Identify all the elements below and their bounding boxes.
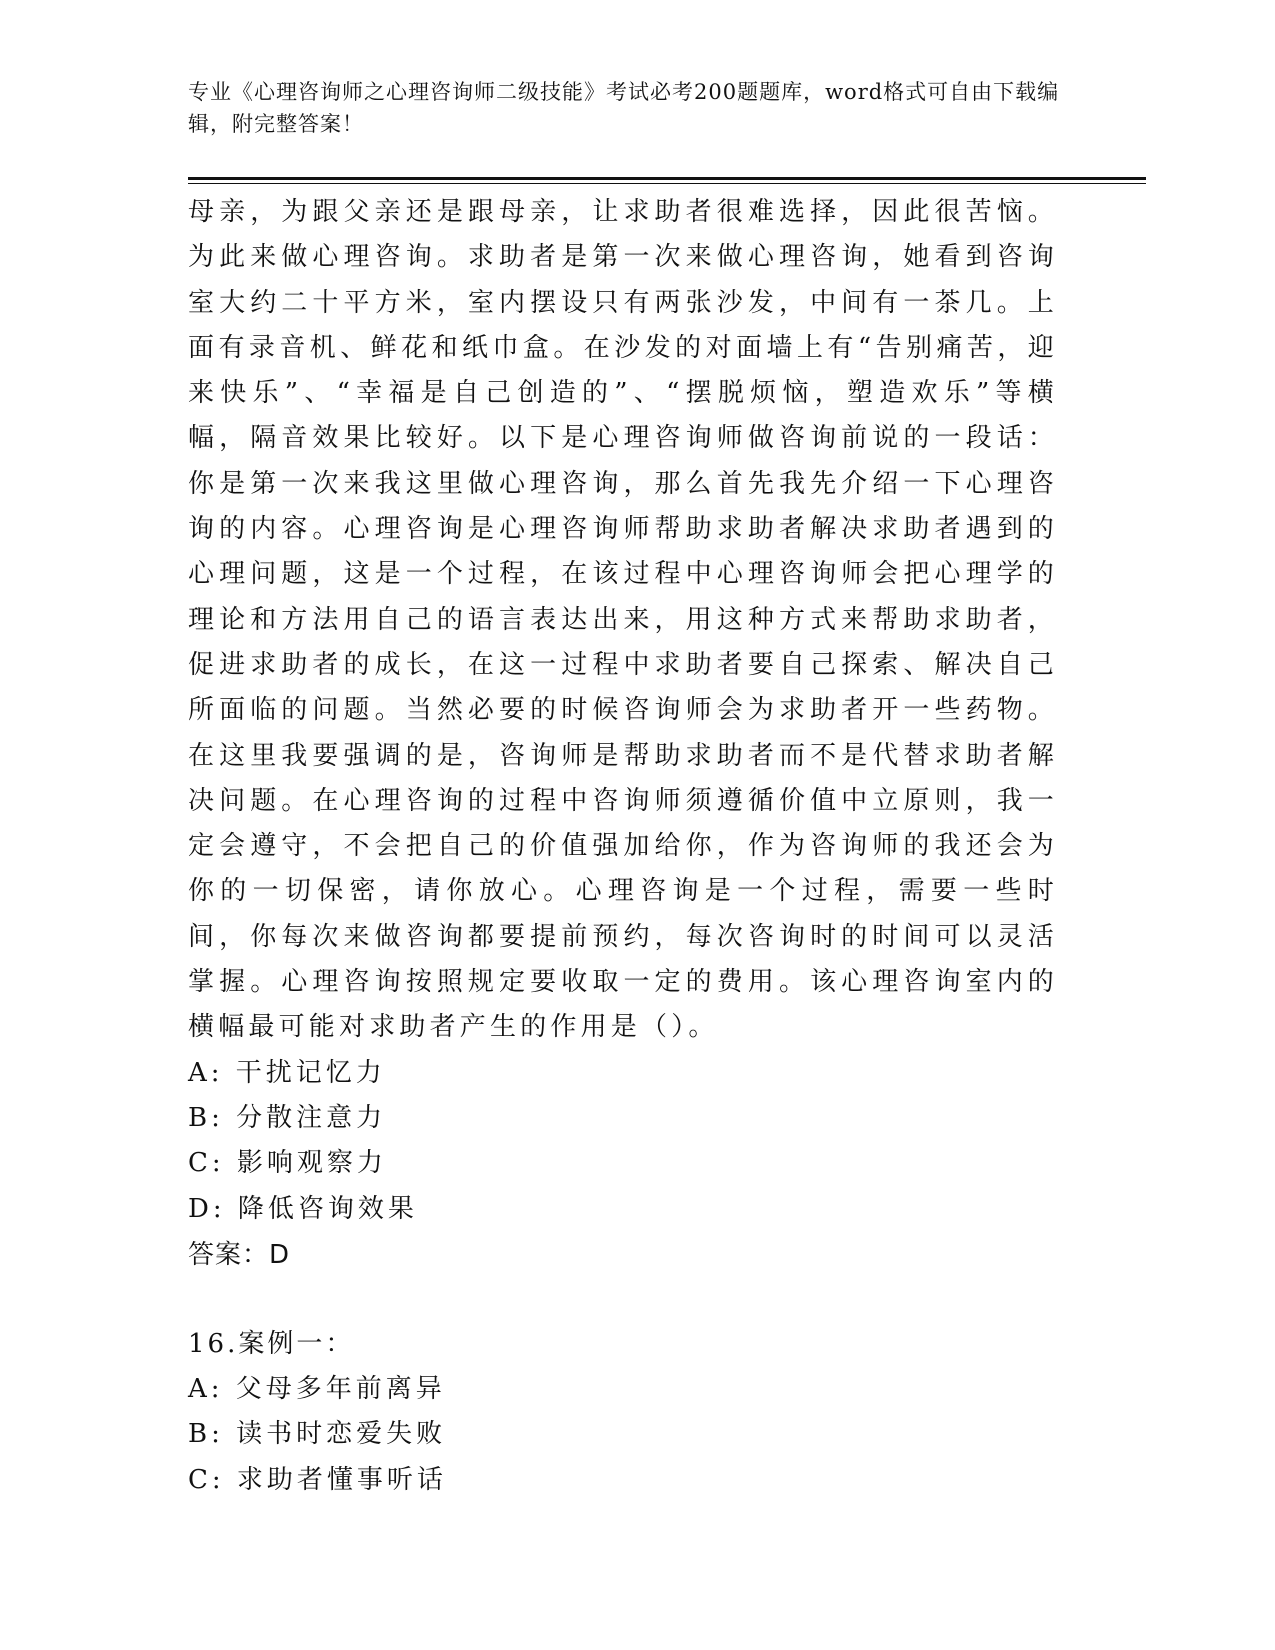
question-15-option-d: D: 降低咨询效果: [188, 1193, 418, 1224]
question-15-option-c: C: 影响观察力: [188, 1148, 387, 1179]
header-rule-thin: [188, 183, 1146, 184]
question-16-option-c: C: 求助者懂事听话: [188, 1464, 447, 1495]
document-body: [188, 190, 1058, 1503]
question-15-option-b: B: 分散注意力: [188, 1102, 387, 1133]
question-15-answer: 答案：D: [188, 1239, 291, 1270]
question-16-title: 16.案例一：: [188, 1328, 355, 1359]
question-spacer: [188, 1278, 1058, 1322]
question-15-option-a: A: 干扰记忆力: [188, 1057, 386, 1088]
question-16-option-b: B: 读书时恋爱失败: [188, 1419, 447, 1450]
page-header: 专业《心理咨询师之心理咨询师二级技能》考试必考200题题库，word格式可自由下载编辑，附完整答案！: [188, 80, 1060, 136]
question-15-stem: 母亲，为跟父亲还是跟母亲，让求助者很难选择，因此很苦恼。为此来做心理咨询。求助者是第一次来做心理咨询，她看到咨询室大约二十平方米，室内摆设只有两张沙发，中间有一茶几。上面有录音机、鲜花和纸巾盒。在沙发的对面墙上有“告别痛苦，迎来快乐”、“幸福是自己创造的”、“摆脱烦恼，塑造欢乐”等横幅，隔音效果比较好。以下是心理咨询师做咨询前说的一段话：你是第一次来我这里做心理咨询，那么首先我先介绍一下心理咨询的内容。心理咨询是心理咨询师帮助求助者解决求助者遇到的心理问题，这是一个过程，在该过程中心理咨询师会把心理学的理论和方法用自己的语言表达出来，用这种方式来帮助求助者，促进求助者的成长，在这一过程中求助者要自己探索、解决自己所面临的问题。当然必要的时候咨询师会为求助者开一些药物。在这里我要强调的是，咨询师是帮助求助者而不是代替求助者解决问题。在心理咨询的过程中咨询师须遵循价值中立原则，我一定会遵守，不会把自己的价值强加给你，作为咨询师的我还会为你的一切保密，请你放心。心理咨询是一个过程，需要一些时间，你每次来做咨询都要提前预约，每次咨询时的时间可以灵活掌握。心理咨询按照规定要收取一定的费用。该心理咨询室内的横幅最可能对求助者产生的作用是（）。: [188, 197, 1058, 1043]
header-rule-thick: [188, 177, 1146, 180]
question-16-option-a: A: 父母多年前离异: [188, 1374, 446, 1405]
